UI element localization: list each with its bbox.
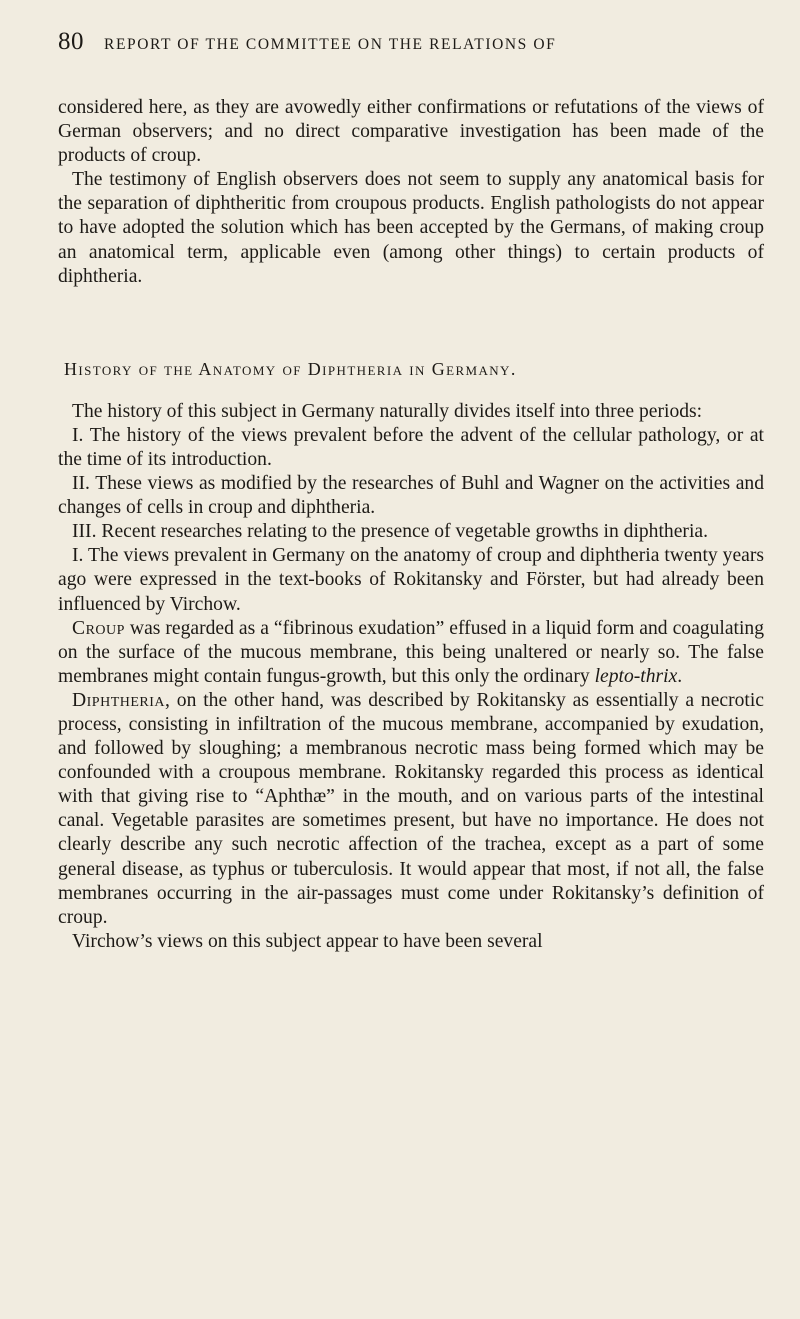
page-number: 80 [58, 28, 84, 55]
section-heading: History of the Anatomy of Diphtheria in Germany. [64, 358, 517, 379]
diphtheria-term: Diphtheria [72, 689, 166, 711]
croup-italic-term: lepto-thrix [594, 665, 678, 687]
section-paragraph-periods: The history of this subject in Germany naturally divides itself into three periods: [72, 400, 703, 422]
period-two: II. These views as modified by the researches of Buhl and Wagner on the activities and changes of cells in croup and diphtheria. [58, 473, 764, 519]
intro-paragraph-continued: considered here, as they are avowedly either confirmations or refutations of the views of German observers; and no direct comparative investigation has been made of the products of croup. [58, 97, 764, 167]
croup-paragraph [58, 617, 764, 689]
running-head [58, 28, 764, 68]
croup-text-end: . [677, 665, 683, 687]
diphtheria-paragraph [58, 689, 764, 930]
period-three: III. Recent researches relating to the presence of vegetable growths in diphtheria. [72, 521, 708, 543]
diphtheria-text: , on the other hand, was described by Rokitansky as essentially a necrotic process, consisting in infiltration of the mucous membrane, accompanied by exudation, and followed by sloughing; a membranous necrotic mass being formed which may be confounded with a croupous membrane. Rokitansky regarded this process as identical with that giving rise to “Aphthæ” in the mouth, and on various parts of the intestinal canal. Vegetable parasites are sometimes present, but have no importance. He does not clearly describe any such necrotic affection of the trachea, except as a part of some general disease, as typhus or tuberculosis. It would appear that most, if not all, the false membranes occurring in the air-passages must come under Rokitansky’s definition of croup. [58, 689, 764, 928]
period-one-discussion: I. The views prevalent in Germany on the anatomy of croup and diphtheria twenty years ago were expressed in the text-books of Rokitansky and Förster, but had already been influenced by Virchow. [58, 545, 764, 615]
croup-term: Croup [72, 617, 125, 639]
period-one: I. The history of the views prevalent before the advent of the cellular pathology, or at the time of its introduction. [58, 424, 764, 470]
virchow-paragraph: Virchow’s views on this subject appear to have been several [72, 930, 543, 952]
croup-text: was regarded as a “fibrinous exudation” effused in a liquid form and coagulating on the surface of the mucous membrane, this being unaltered or nearly so. The false membranes might contain fungus-growth, but this only the ordinary [58, 617, 764, 687]
intro-paragraph-english-observers: The testimony of English observers does not seem to supply any anatomical basis for the separation of diphtheritic from croupous products. English pathologists do not appear to have adopted the solution which has been accepted by the Germans, of making croup an anatomical term, applicable even (among other things) to certain products of diphtheria. [58, 169, 764, 287]
running-head-title: REPORT OF THE COMMITTEE ON THE RELATIONS OF [104, 36, 557, 53]
